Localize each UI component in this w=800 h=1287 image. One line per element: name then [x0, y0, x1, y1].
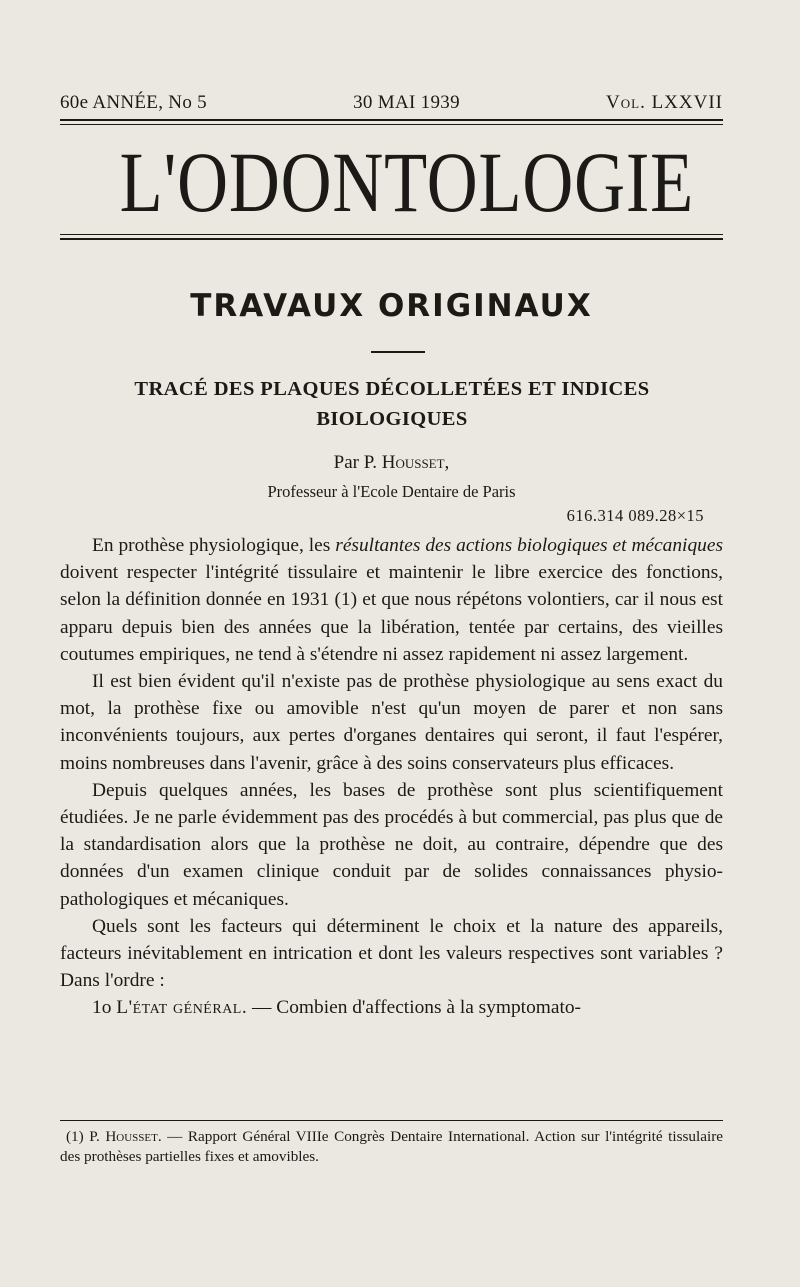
title-rule-thick	[60, 238, 723, 240]
title-rule-thin	[60, 234, 723, 235]
section-divider	[371, 351, 425, 353]
author-prefix: Par P.	[333, 452, 377, 473]
footnote-rule	[60, 1120, 723, 1121]
issue-date: 30 MAI 1939	[353, 92, 460, 113]
running-header	[60, 92, 723, 114]
article-title-line1: TRACÉ DES PLAQUES DÉCOLLETÉES ET INDICES	[134, 378, 650, 400]
paragraph-1	[60, 532, 723, 668]
paragraph-1-italic: résultantes des actions biologiques et mécaniques	[335, 535, 723, 556]
footnote	[60, 1127, 723, 1167]
article-title-line2: BIOLOGIQUES	[316, 408, 468, 430]
author-name: Housset,	[381, 452, 450, 473]
journal-title: L'ODONTOLOGIE	[119, 134, 695, 230]
volume-number: Vol. LXXVII	[606, 92, 723, 113]
header-rule-thin	[60, 124, 723, 125]
paragraph-3: Depuis quelques années, les bases de prothèse sont plus scientifiquement étudiées. Je ne parle évidemment pas des procédés à but commercial, pas plus que de la standardisation alors que la prothèse ne doit, au contraire, dépendre que des données d'un examen clinique conduit par de solides connaissances physio-pathologiques et mécaniques.	[60, 779, 723, 910]
paragraph-2: Il est bien évident qu'il n'existe pas de prothèse physiologique au sens exact du mot, la prothèse fixe ou amovible n'est qu'un moyen de parer et non sans inconvénients toujours, aux pertes d'organes dentaires qui seront, il faut l'espérer, moins nombreuses dans l'avenir, grâce à des soins conservateurs plus efficaces.	[60, 671, 723, 774]
header-rule-thick	[60, 119, 723, 121]
paragraph-1-start: En prothèse physiologique, les	[92, 535, 336, 556]
footnote-marker: (1) P.	[66, 1128, 100, 1145]
paragraph-1-end: doivent respecter l'intégrité tissulaire et maintenir le libre exercice des fonctions, selon la définition donnée en 1931 (1) et que nous répétons volontiers, car il nous est apparu depuis bien des années que la libération, tentée par certains, des vieilles coutumes empiriques, ne tend à s'étendre ni assez rapidement ni assez largement.	[60, 562, 723, 665]
classification-code: 616.314 089.28×15	[566, 506, 704, 525]
footnote-text: — Rapport Général VIIIe Congrès Dentaire International. Action sur l'intégrité tissulaire des prothèses partielles fixes et amovibles.	[60, 1128, 723, 1165]
paragraph-5-text: — Combien d'affections à la symptomato-	[247, 997, 581, 1019]
paragraph-5-heading: L'état général.	[116, 997, 248, 1019]
issue-number: 60e ANNÉE, No 5	[60, 92, 207, 113]
section-title: TRAVAUX ORIGINAUX	[190, 288, 593, 324]
paragraph-5	[60, 994, 723, 1021]
paragraph-4: Quels sont les facteurs qui déterminent le choix et la nature des appareils, facteurs inévitablement en intrication et dont les valeurs respectives sont variables ? Dans l'ordre :	[60, 915, 723, 992]
article-body	[60, 532, 723, 1022]
paragraph-5-number: 1o	[92, 997, 117, 1019]
article-title	[80, 374, 704, 434]
author-affiliation: Professeur à l'Ecole Dentaire de Paris	[267, 482, 516, 501]
author-line	[60, 452, 723, 474]
footnote-author: Housset.	[105, 1128, 162, 1145]
